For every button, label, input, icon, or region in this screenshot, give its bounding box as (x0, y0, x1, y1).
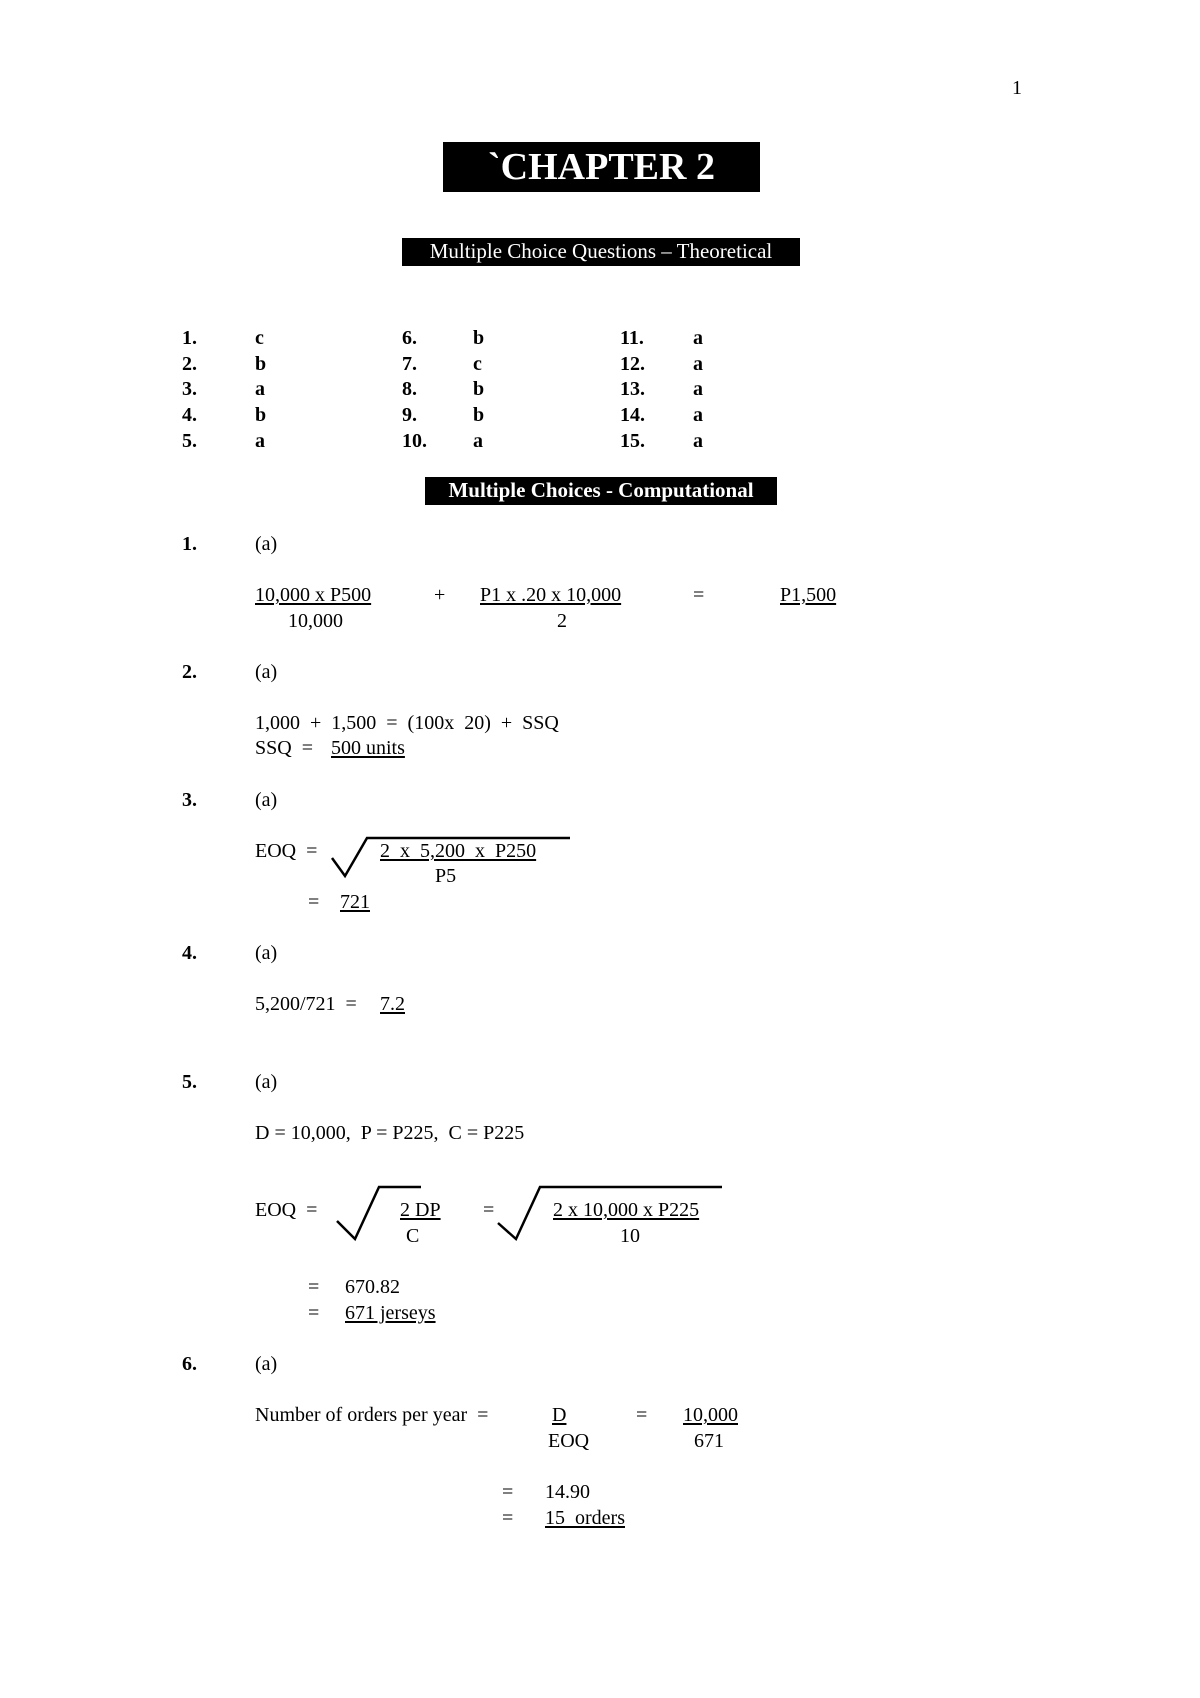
answer-number: 2. (182, 353, 197, 375)
equals-sign: = (636, 1404, 648, 1426)
problem-answer: (a) (255, 1071, 278, 1093)
problem-number: 4. (182, 942, 197, 964)
problem-answer: (a) (255, 1353, 278, 1375)
result-value: 721 (340, 891, 370, 913)
fraction-denominator: 10 (620, 1225, 640, 1247)
equals-sign: = (693, 584, 705, 606)
result-value: 671 jerseys (345, 1302, 436, 1324)
answer-number: 15. (620, 430, 645, 452)
answer-letter: a (693, 378, 703, 400)
answer-letter: a (693, 353, 703, 375)
equals-sign: = (502, 1481, 514, 1503)
fraction-numerator: 2 x 5,200 x P250 (380, 840, 537, 862)
computed-value: 14.90 (545, 1481, 590, 1503)
fraction-denominator: 671 (694, 1430, 724, 1452)
problem-number: 5. (182, 1071, 197, 1093)
fraction-numerator: 2 x 10,000 x P225 (553, 1199, 700, 1221)
chapter-title: `CHAPTER 2 (443, 142, 760, 192)
given-values: D = 10,000, P = P225, C = P225 (255, 1122, 525, 1144)
plus-sign: + (434, 584, 446, 606)
answer-number: 8. (402, 378, 417, 400)
equation-line: 5,200/721 = (255, 993, 357, 1015)
fraction-numerator: D (552, 1404, 567, 1426)
answer-letter: b (255, 353, 267, 375)
answer-number: 12. (620, 353, 645, 375)
answer-number: 3. (182, 378, 197, 400)
equals-sign: = (308, 1302, 320, 1324)
problem-number: 1. (182, 533, 197, 555)
fraction-denominator: P5 (435, 865, 457, 887)
fraction-denominator: 10,000 (288, 610, 343, 632)
eoq-label: EOQ = (255, 840, 318, 862)
eoq-label: EOQ = (255, 1199, 318, 1221)
answer-letter: a (473, 430, 483, 452)
section-heading-theoretical: Multiple Choice Questions – Theoretical (402, 238, 800, 266)
fraction-numerator: 10,000 x P500 (255, 584, 372, 606)
answer-number: 1. (182, 327, 197, 349)
fraction-denominator: C (406, 1225, 420, 1247)
page-number: 1 (1012, 77, 1022, 99)
equals-sign: = (483, 1199, 495, 1221)
fraction-numerator: 2 DP (400, 1199, 441, 1221)
equals-sign: = (502, 1507, 514, 1529)
answer-letter: b (473, 327, 485, 349)
result-value: 7.2 (380, 993, 405, 1015)
answer-number: 7. (402, 353, 417, 375)
problem-answer: (a) (255, 661, 278, 683)
answer-number: 14. (620, 404, 645, 426)
problem-answer: (a) (255, 942, 278, 964)
computed-value: 670.82 (345, 1276, 400, 1298)
fraction-numerator: P1 x .20 x 10,000 (480, 584, 622, 606)
answer-letter: a (693, 327, 703, 349)
answer-number: 13. (620, 378, 645, 400)
equation-line: 1,000 + 1,500 = (100x 20) + SSQ (255, 712, 559, 734)
ssq-value: 500 units (331, 737, 405, 759)
result-value: 15 orders (545, 1507, 625, 1529)
problem-number: 2. (182, 661, 197, 683)
equals-sign: = (308, 891, 320, 913)
section-heading-computational: Multiple Choices - Computational (425, 477, 777, 505)
orders-label: Number of orders per year = (255, 1404, 489, 1426)
answer-number: 6. (402, 327, 417, 349)
answer-number: 4. (182, 404, 197, 426)
equals-sign: = (308, 1276, 320, 1298)
answer-number: 9. (402, 404, 417, 426)
answer-letter: c (473, 353, 482, 375)
problem-answer: (a) (255, 533, 278, 555)
answer-letter: a (693, 430, 703, 452)
result-value: P1,500 (780, 584, 837, 606)
answer-number: 5. (182, 430, 197, 452)
answer-number: 11. (620, 327, 644, 349)
ssq-label: SSQ = (255, 737, 313, 759)
fraction-numerator: 10,000 (683, 1404, 738, 1426)
answer-letter: a (255, 430, 265, 452)
problem-answer: (a) (255, 789, 278, 811)
answer-letter: b (473, 378, 485, 400)
fraction-denominator: EOQ (548, 1430, 590, 1452)
answer-number: 10. (402, 430, 427, 452)
answer-letter: c (255, 327, 264, 349)
answer-letter: b (255, 404, 267, 426)
answer-letter: a (255, 378, 265, 400)
problem-number: 3. (182, 789, 197, 811)
answer-letter: b (473, 404, 485, 426)
answer-letter: a (693, 404, 703, 426)
problem-number: 6. (182, 1353, 197, 1375)
fraction-denominator: 2 (557, 610, 567, 632)
